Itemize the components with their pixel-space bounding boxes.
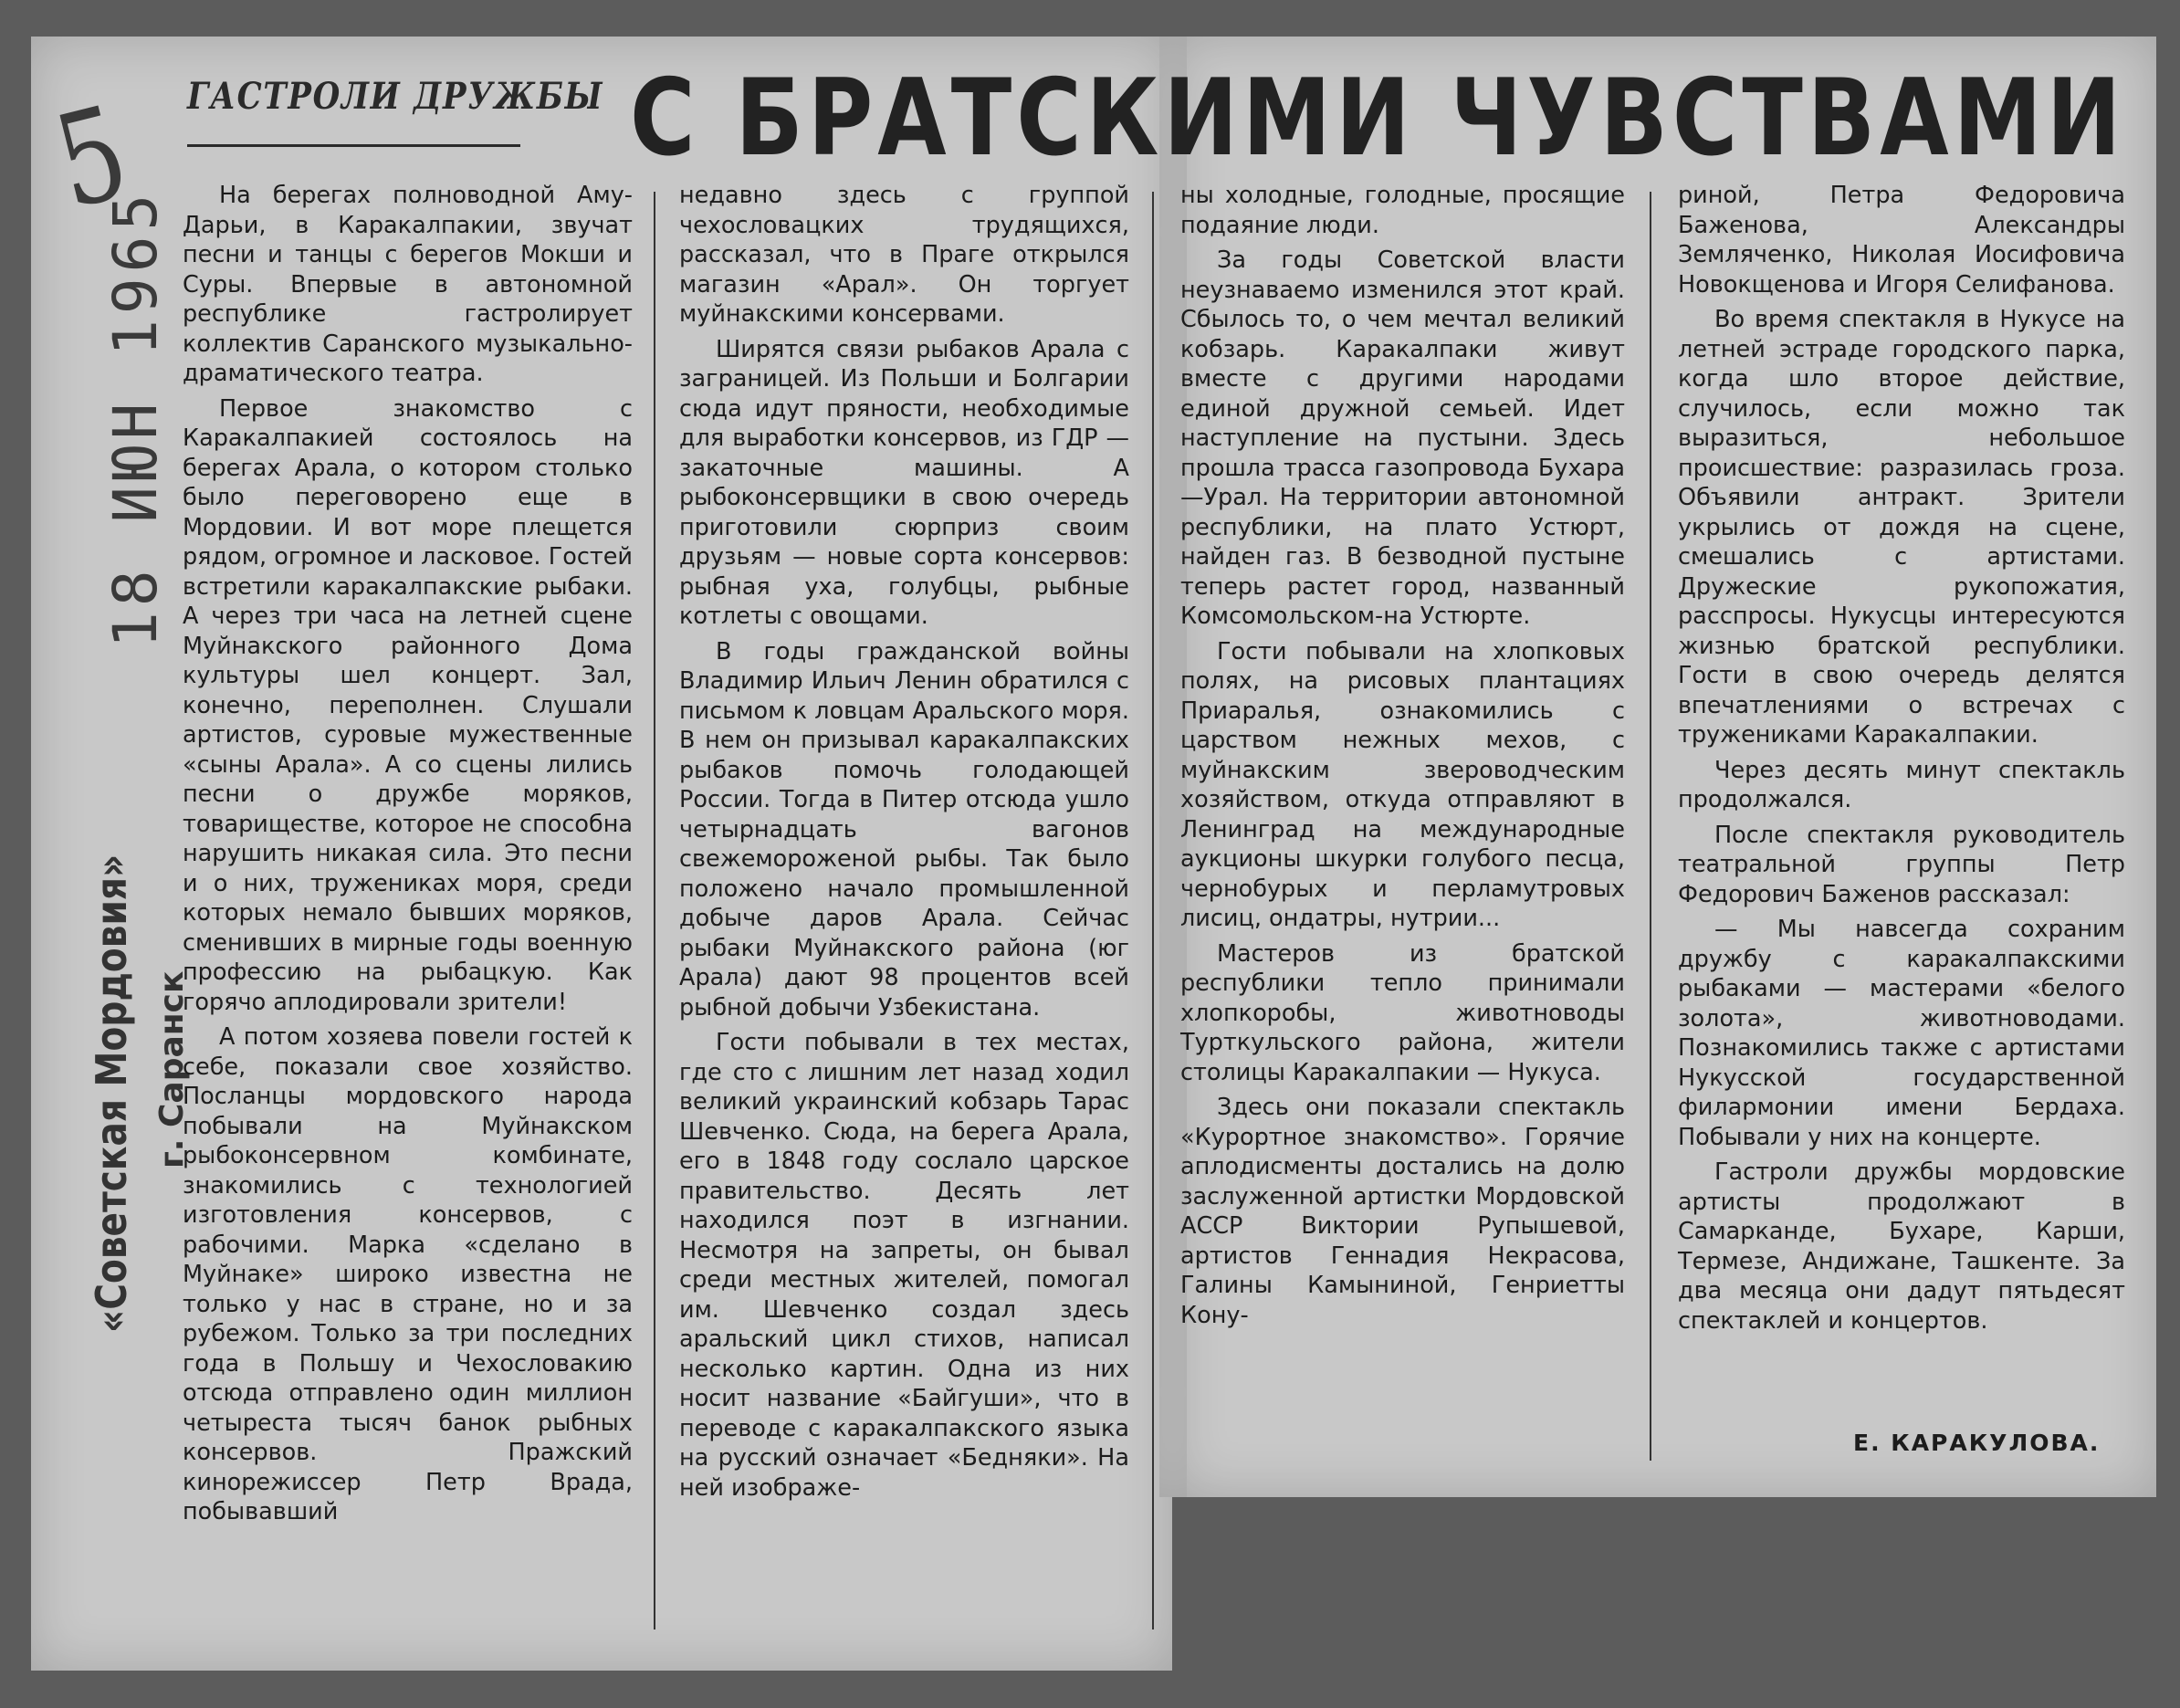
paragraph: На берегах полноводной Аму-Дарьи, в Каракалпакии, звучат песни и танцы с берегов Мокши и Суры. Впервые в автономной республике гастролирует коллектив Саранского музыкально-драматического театра. xyxy=(183,182,633,387)
article-column-2 xyxy=(679,181,1129,1660)
paragraph: Через десять минут спектакль продолжался. xyxy=(1678,756,2125,813)
paragraph: Гастроли дружбы мордовские артисты продолжают в Самарканде, Бухаре, Карши, Термезе, Андижане, Ташкенте. За два месяца они дадут пятьдесят спектаклей и концертов. xyxy=(1678,1158,2125,1335)
article-headline: С БРАТСКИМИ ЧУВСТВАМИ xyxy=(630,57,2126,180)
rubric-label: ГАСТРОЛИ ДРУЖБЫ xyxy=(187,75,604,118)
stamp-newspaper-name: «Советская Мордовия» xyxy=(87,854,136,1333)
handwritten-page-number: 5 xyxy=(42,78,141,239)
column-divider xyxy=(654,192,655,1629)
paragraph: А потом хозяева повели гостей к себе, показали свое хозяйство. Посланцы мордовского народа побывали на Муйнакском рыбоконсервном комбинате, знакомились с технологией изготовления консервов, с рабочими. Марка «сделано в Муйнаке» широко известна не только у нас в стране, но и за рубежом. Только за три последних года в Польшу и Чехословакию отсюда отправлено один миллион четыреста тысяч банок рыбных консервов. Пражский кинорежиссер Петр Врада, побывавший xyxy=(183,1023,633,1525)
column-divider xyxy=(1152,192,1154,1629)
paragraph: Во время спектакля в Нукусе на летней эстраде городского парка, когда шло второе действие, случилось, если можно так выразиться, небольшое происшествие: разразилась гроза. Объявили антракт. Зрители укрылись от дождя на сцене, смешались с артистами. Дружеские рукопожатия, расспросы. Нукусцы интересуются жизнью братской республики. Гости в свою очередь делятся впечатлениями о встречах с тружениками Каракалпакии. xyxy=(1678,306,2125,749)
article-column-3 xyxy=(1180,181,1625,1477)
article-column-4 xyxy=(1678,181,2125,1477)
paragraph: Ширятся связи рыбаков Арала с заграницей. Из Польши и Болгарии сюда идут пряности, необходимые для выработки консервов, из ГДР — закаточные машины. А рыбоконсервщики в свою очередь приготовили сюрприз своим друзьям — новые сорта консервов: рыбная уха, голубцы, рыбные котлеты с овощами. xyxy=(679,335,1129,630)
paragraph: недавно здесь с группой чехословацких трудящихся, рассказал, что в Праге открылся магазин «Арал». Он торгует муйнакскими консервами. xyxy=(679,182,1129,328)
paragraph: За годы Советской власти неузнаваемо изменился этот край. Сбылось то, о чем мечтал великий кобзарь. Каракалпаки живут вместе с другими народами единой дружной семьей. Идет наступление на пустыни. Здесь прошла трасса газопровода Бухара—Урал. На территории автономной республики, на плато Устюрт, найден газ. В безводной пустыне теперь растет город, названный Комсомольском-на Устюрте. xyxy=(1180,246,1625,630)
column-divider xyxy=(1650,192,1651,1461)
paragraph: Мастеров из братской республики тепло принимали хлопкоробы, животноводы Турткульского района, жители столицы Каракалпакии — Нукуса. xyxy=(1180,939,1625,1086)
paragraph: риной, Петра Федоровича Баженова, Александры Земляченко, Николая Иосифовича Новокщенова и Игоря Селифанова. xyxy=(1678,182,2125,299)
paragraph: Здесь они показали спектакль «Курортное знакомство». Горячие аплодисменты достались на долю заслуженной артистки Мордовской АССР Виктории Рупышевой, артистов Геннадия Некрасова, Галины Камыниной, Генриетты Кону- xyxy=(1180,1094,1625,1329)
paragraph: После спектакля руководитель театральной группы Петр Федорович Баженов рассказал: xyxy=(1678,821,2125,908)
paragraph: Гости побывали в тех местах, где сто с лишним лет назад ходил великий украинский кобзарь Тарас Шевченко. Сюда, на берега Арала, его в 1848 году сослало царское правительство. Десять лет находился поэт в изгнании. Несмотря на запреты, он бывал среди местных жителей, помогал им. Шевченко создал здесь аральский цикл стихов, написал несколько картин. Одна из них носит название «Байгуши», что в переводе с каракалпакского языка на русский означает «Бедняки». На ней изображе- xyxy=(679,1029,1129,1502)
paragraph: ны холодные, голодные, просящие подаяние люди. xyxy=(1180,182,1625,239)
stamp-date: 18 ИЮН 1965 xyxy=(100,188,171,648)
article-column-1 xyxy=(183,181,633,1660)
paragraph: — Мы навсегда сохраним дружбу с каракалпакскими рыбаками — мастерами «белого золота», животноводами. Познакомились также с артистами Нукусской государственной филармонии имени Бердаха. Побывали у них на концерте. xyxy=(1678,916,2125,1151)
paragraph: В годы гражданской войны Владимир Ильич Ленин обратился с письмом к ловцам Аральского моря. В нем он призывал каракалпакских рыбаков помочь голодающей России. Тогда в Питер отсюда ушло четырнадцать вагонов свежемороженой рыбы. Так было положено начало промышленной добыче даров Арала. Сейчас рыбаки Муйнакского района (юг Арала) дают 98 процентов всей рыбной добычи Узбекистана. xyxy=(679,637,1129,1022)
paragraph: Гости побывали на хлопковых полях, на рисовых плантациях Приаралья, ознакомились с царством нежных мехов, с муйнакским звероводческим хозяйством, откуда отправляют в Ленинград на международные аукционы шкурки голубого песца, чернобурых и перламутровых лисиц, ондатры, нутрии... xyxy=(1180,637,1625,932)
paragraph: Первое знакомство с Каракалпакией состоялось на берегах Арала, о котором столько было переговорено еще в Мордовии. И вот море плещется рядом, огромное и ласковое. Гостей встретили каракалпакские рыбаки. А через три часа на летней сцене Муйнакского районного Дома культуры шел концерт. Зал, конечно, переполнен. Слушали артистов, суровые мужественные «сыны Арала». А со сцены лились песни о дружбе моряков, товариществе, которое не способна нарушить никакая сила. Это песни и о них, тружениках моря, среди которых немало бывших моряков, сменивших в мирные годы военную профессию на рыбацкую. Как горячо аплодировали зрители! xyxy=(183,394,633,1016)
rubric-underline xyxy=(187,144,520,147)
author-signature: Е. КАРАКУЛОВА. xyxy=(1853,1430,2101,1456)
stamp-city: г. Саранск xyxy=(153,970,191,1168)
